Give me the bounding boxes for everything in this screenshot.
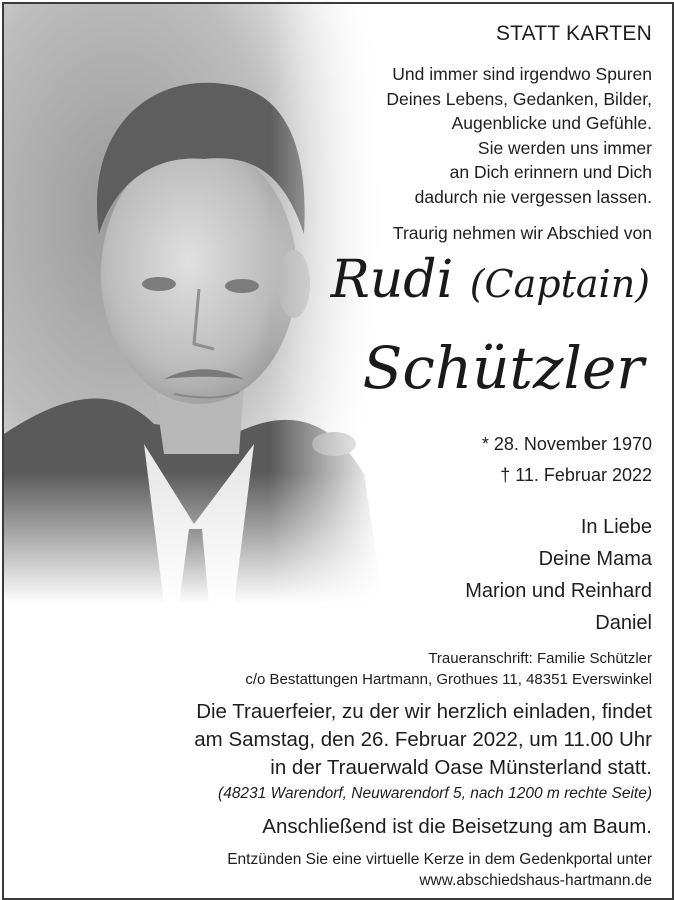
poem bbox=[386, 62, 652, 209]
ceremony-info bbox=[194, 698, 652, 782]
intro-text: Traurig nehmen wir Abschied von bbox=[392, 223, 652, 243]
deceased-first-name bbox=[331, 250, 650, 310]
memorial-portal bbox=[227, 849, 652, 891]
family-line: Deine Mama bbox=[538, 548, 652, 570]
obituary-card bbox=[2, 2, 674, 900]
burial-info: Anschließend ist die Beisetzung am Baum. bbox=[262, 815, 652, 838]
nickname: (Captain) bbox=[469, 262, 650, 306]
deceased-last-name: Schützler bbox=[362, 334, 644, 402]
poem-line: Augenblicke und Gefühle. bbox=[451, 113, 652, 133]
ceremony-line: am Samstag, den 26. Februar 2022, um 11.00 Uhr bbox=[194, 728, 652, 751]
death-date: † 11. Februar 2022 bbox=[500, 465, 652, 485]
ceremony-line: Die Trauerfeier, zu der wir herzlich einladen, findet bbox=[196, 700, 652, 723]
poem-line: dadurch nie vergessen lassen. bbox=[414, 186, 652, 207]
address-line: c/o Bestattungen Hartmann, Grothues 11, 48351 Everswinkel bbox=[245, 671, 652, 688]
poem-line: an Dich erinnern und Dich bbox=[449, 162, 652, 182]
family-line: Daniel bbox=[595, 612, 652, 634]
first-name: Rudi bbox=[330, 250, 454, 310]
family-line: In Liebe bbox=[580, 516, 652, 538]
poem-line: Deines Lebens, Gedanken, Bilder, bbox=[386, 88, 652, 109]
ceremony-line: in der Trauerwald Oase Münsterland statt. bbox=[270, 756, 652, 779]
poem-line: Sie werden uns immer bbox=[477, 137, 652, 158]
family-signature bbox=[465, 511, 652, 639]
birth-date: * 28. November 1970 bbox=[481, 434, 652, 454]
family-line: Marion und Reinhard bbox=[465, 580, 652, 602]
address-line: Traueranschrift: Familie Schützler bbox=[428, 650, 652, 667]
header-title: STATT KARTEN bbox=[495, 22, 652, 45]
portal-text: Entzünden Sie eine virtuelle Kerze in dem Gedenkportal unter bbox=[227, 851, 652, 868]
portal-link[interactable]: www.abschiedshaus-hartmann.de bbox=[419, 872, 652, 889]
directions: (48231 Warendorf, Neuwarendorf 5, nach 1200 m rechte Seite) bbox=[218, 785, 652, 802]
poem-line: Und immer sind irgendwo Spuren bbox=[392, 64, 652, 84]
mourning-address bbox=[245, 648, 652, 690]
life-dates bbox=[482, 429, 652, 491]
portrait-photo bbox=[4, 4, 384, 604]
